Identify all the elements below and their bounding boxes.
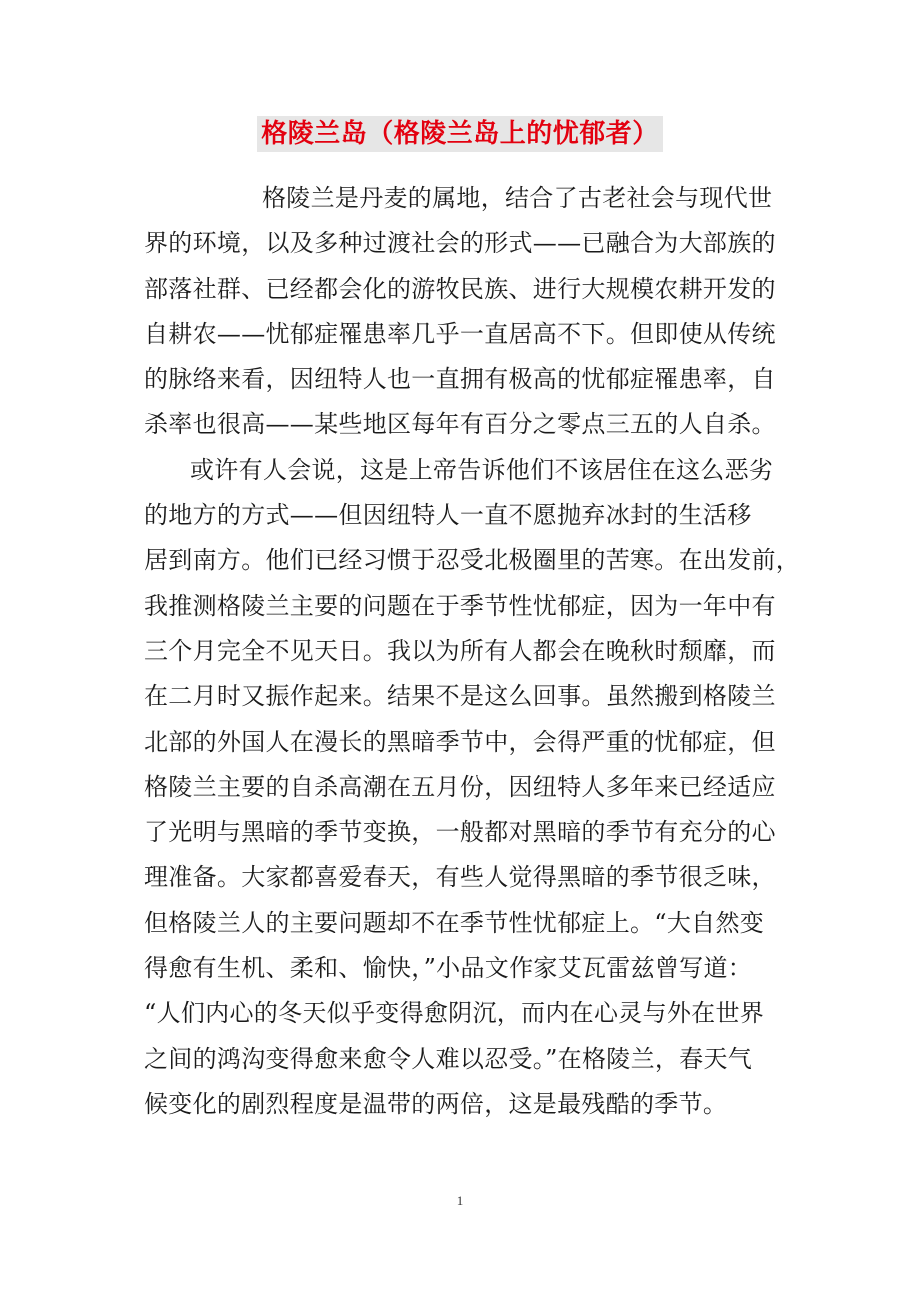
text-line: 界的环境，以及多种过渡社会的形式——已融合为大部族的 [144, 229, 776, 258]
text-line: 但格陵兰人的主要问题却不在季节性忧郁症上。“大自然变 [144, 908, 765, 937]
text-line: 的脉络来看，因纽特人也一直拥有极高的忧郁症罹患率，自 [144, 365, 776, 394]
page-number: 1 [456, 1193, 464, 1208]
text-line: 我推测格陵兰主要的问题在于季节性忧郁症，因为一年中有 [144, 591, 776, 620]
text-line: 得愈有生机、柔和、愉快，”小品文作家艾瓦雷兹曾写道： [144, 954, 753, 983]
text-line: 在二月时又振作起来。结果不是这么回事。虽然搬到格陵兰 [144, 682, 776, 711]
text-line: 北部的外国人在漫长的黑暗季节中，会得严重的忧郁症，但 [144, 727, 776, 756]
text-line: 三个月完全不见天日。我以为所有人都会在晚秋时颓靡，而 [144, 636, 776, 665]
text-line: 之间的鸿沟变得愈来愈令人难以忍受。”在格陵兰，春天气 [144, 1044, 753, 1073]
title-container [0, 116, 920, 152]
text-line: 格陵兰主要的自杀高潮在五月份，因纽特人多年来已经适应 [144, 772, 776, 801]
text-line: 或许有人会说，这是上帝告诉他们不该居住在这么恶劣 [190, 455, 774, 484]
paragraph-1 [144, 176, 784, 448]
text-line: 杀率也很高——某些地区每年有百分之零点三五的人自杀。 [144, 410, 776, 439]
document-title: 格陵兰岛（格陵兰岛上的忧郁者） [257, 116, 663, 152]
text-line: 的地方的方式——但因纽特人一直不愿抛弃冰封的生活移 [144, 501, 752, 530]
text-line: 格陵兰是丹麦的属地，结合了古老社会与现代世 [262, 184, 773, 212]
text-line: 理准备。大家都喜爱春天，有些人觉得黑暗的季节很乏味， [144, 863, 776, 892]
paragraph-2 [144, 448, 801, 1127]
text-line: 居到南方。他们已经习惯于忍受北极圈里的苦寒。在出发前， [144, 546, 801, 575]
text-line: 候变化的剧烈程度是温带的两倍，这是最残酷的季节。 [144, 1089, 728, 1118]
document-body [144, 176, 801, 1127]
text-line: 自耕农——忧郁症罹患率几乎一直居高不下。但即使从传统 [144, 319, 776, 348]
text-line: 了光明与黑暗的季节变换，一般都对黑暗的季节有充分的心 [144, 818, 776, 847]
text-line: 部落社群、已经都会化的游牧民族、进行大规模农耕开发的 [144, 274, 776, 303]
text-line: “人们内心的冬天似乎变得愈阴沉，而内在心灵与外在世界 [144, 999, 765, 1028]
